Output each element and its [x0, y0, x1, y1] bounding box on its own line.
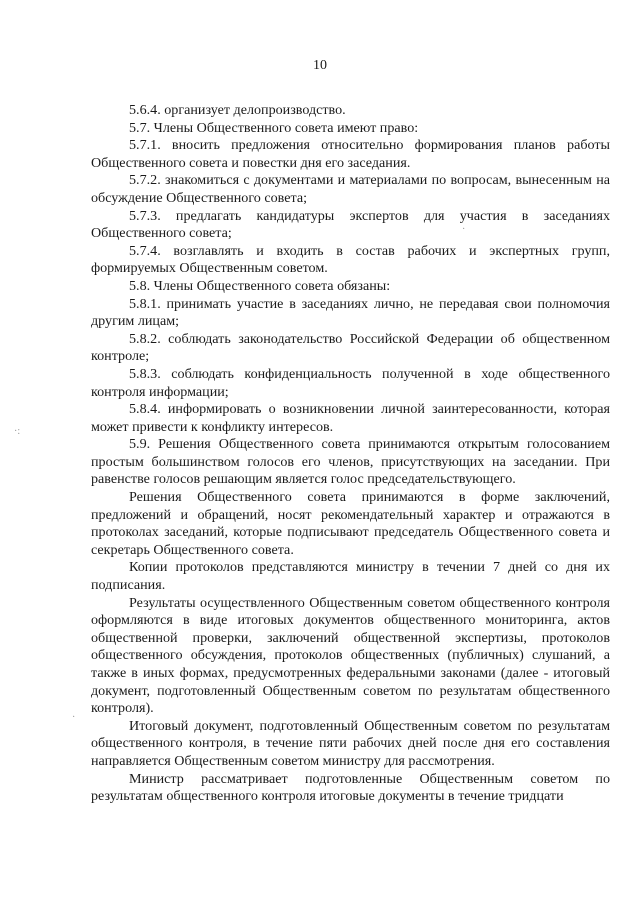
paragraph-5-8-4: 5.8.4. информировать о возникновении личной заинтересованности, которая может привести к конфликту интересов.	[91, 401, 610, 435]
paragraph-5-6-4: 5.6.4. организует делопроизводство.	[129, 102, 346, 118]
scan-mark: ·	[462, 224, 466, 235]
paragraph-5-8: 5.8. Члены Общественного совета обязаны:	[129, 277, 391, 294]
page-number: 10	[313, 58, 327, 73]
paragraph-5-7-2: 5.7.2. знакомиться с документами и материалами по вопросам, вынесенным на обсуждение Общественного совета;	[91, 172, 610, 206]
paragraph-5-7-1: 5.7.1. вносить предложения относительно формирования планов работы Общественного совета и повестки дня его заседания.	[91, 137, 610, 171]
document-body	[91, 102, 610, 806]
paragraph-5-8-1: 5.8.1. принимать участие в заседаниях лично, не передавая свои полномочия другим лицам;	[91, 295, 610, 330]
scan-mark: ·:	[14, 426, 21, 437]
paragraph-5-7: 5.7. Члены Общественного совета имеют право:	[129, 119, 419, 136]
paragraph-5-7-3: 5.7.3. предлагать кандидатуры экспертов для участия в заседаниях Общественного совета;	[91, 207, 610, 242]
paragraph-minister-review: Министр рассматривает подготовленные Общественным советом по результатам общественного контроля итоговые документы в течение тридцати	[91, 770, 610, 805]
paragraph-protocol-copies: Копии протоколов представляются министру в течении 7 дней со дня их подписания.	[91, 559, 610, 594]
paragraph-5-7-4: 5.7.4. возглавлять и входить в состав рабочих и экспертных групп, формируемых Общественным советом.	[91, 242, 610, 277]
paragraph-control-results: Результаты осуществленного Общественным советом общественного контроля оформляются в виде итоговых документов общественного мониторинга, актов общественной проверки, заключений общественной экспертизы, протоколов общественного обсуждения, протоколов общественных (публичных) слушаний, а также в иных формах, предусмотренных федеральными законами (далее - итоговый документ, подготовленный Общественным советом по результатам общественного контроля).	[91, 594, 610, 717]
paragraph-decisions: Решения Общественного совета принимаются в форме заключений, предложений и обращений, носят рекомендательный характер и отражаются в протоколах заседаний, которые подписывают председатель Общественного совета и секретарь Общественного совета.	[91, 489, 610, 558]
paragraph-5-9: 5.9. Решения Общественного совета принимаются открытым голосованием простым большинством голосов его членов, присутствующих на заседании. При равенстве голосов решающим является голос председательствующего.	[91, 436, 610, 488]
paragraph-5-8-3: 5.8.3. соблюдать конфиденциальность полученной в ходе общественного контроля информации;	[91, 365, 610, 400]
scan-mark: ·	[72, 712, 76, 723]
paragraph-5-8-2: 5.8.2. соблюдать законодательство Российской Федерации об общественном контроле;	[91, 330, 610, 365]
paragraph-final-document: Итоговый документ, подготовленный Общественным советом по результатам общественного контроля, в течение пяти рабочих дней после дня его составления направляется Общественным советом министру для рассмотрения.	[91, 717, 610, 769]
